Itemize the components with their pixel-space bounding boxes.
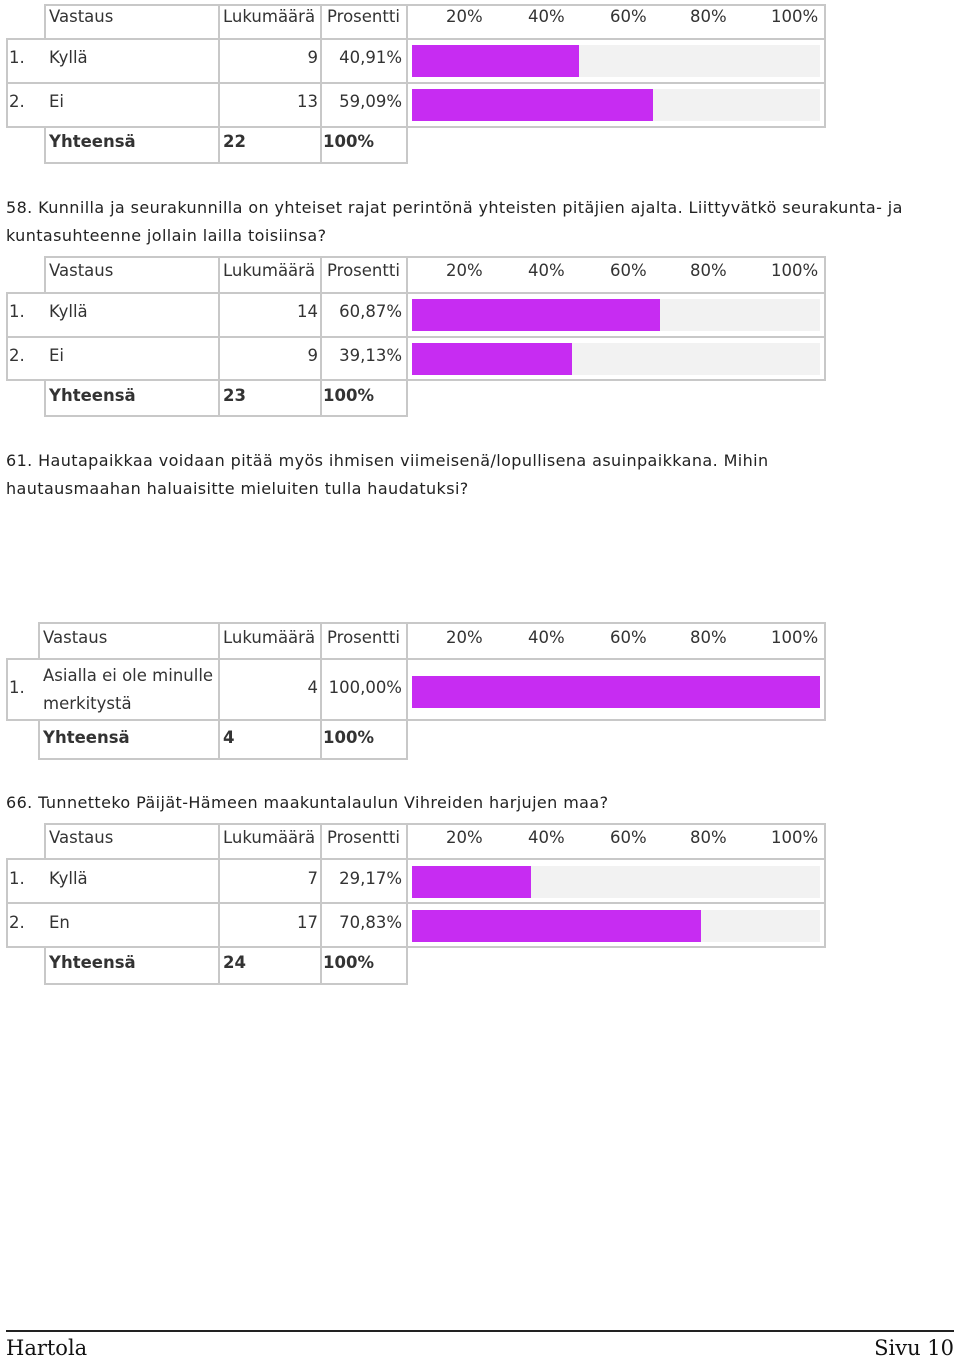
header-scale-80: 80%: [690, 261, 727, 280]
header-percent: Prosentti: [327, 261, 400, 280]
header-scale-40: 40%: [528, 7, 565, 26]
question-58-text: 58. Kunnilla ja seurakunnilla on yhteiset rajat perintönä yhteisten pitäjien ajalta. Liittyvätkö seurakunta- ja kuntasuhteenne jollain lailla toisiinsa?: [6, 198, 903, 245]
header-percent: Prosentti: [327, 628, 400, 647]
row-count: 9: [307, 346, 318, 365]
header-scale-60: 60%: [610, 7, 647, 26]
total-label: Yhteensä: [43, 728, 130, 747]
percentage-bar: [412, 299, 660, 331]
header-scale-80: 80%: [690, 7, 727, 26]
row-count: 7: [307, 869, 318, 888]
percentage-bar: [412, 343, 572, 375]
percentage-bar: [412, 45, 579, 77]
bar-track: [412, 343, 820, 375]
bar-track: [412, 299, 820, 331]
row-percent: 29,17%: [339, 869, 402, 888]
row-answer: Kyllä: [49, 302, 88, 321]
row-answer: Ei: [49, 92, 65, 111]
header-scale-100: 100%: [771, 7, 819, 26]
header-scale-100: 100%: [771, 828, 819, 847]
total-percent: 100%: [323, 132, 374, 151]
header-scale-60: 60%: [610, 261, 647, 280]
percentage-bar: [412, 910, 701, 942]
total-percent: 100%: [323, 386, 374, 405]
total-label: Yhteensä: [49, 386, 136, 405]
total-count: 22: [223, 132, 246, 151]
percentage-bar: [412, 89, 653, 121]
row-count: 17: [297, 913, 318, 932]
footer-divider: [6, 1330, 954, 1332]
bar-track: [412, 89, 820, 121]
row-number: 2.: [9, 92, 25, 111]
header-count: Lukumäärä: [223, 628, 316, 647]
bar-track: [412, 45, 820, 77]
footer-page-number: Sivu 10: [874, 1336, 954, 1360]
row-number: 1.: [9, 48, 25, 67]
row-number: 1.: [9, 678, 25, 697]
header-answer: Vastaus: [49, 261, 114, 280]
header-count: Lukumäärä: [223, 828, 316, 847]
header-answer: Vastaus: [43, 628, 108, 647]
header-scale-100: 100%: [771, 261, 819, 280]
percentage-bar: [412, 866, 531, 898]
row-percent: 40,91%: [339, 48, 402, 67]
total-count: 4: [223, 728, 235, 747]
row-count: 14: [297, 302, 318, 321]
row-answer: Ei: [49, 346, 65, 365]
row-percent: 100,00%: [328, 678, 402, 697]
row-number: 1.: [9, 869, 25, 888]
header-scale-40: 40%: [528, 261, 565, 280]
header-answer: Vastaus: [49, 7, 114, 26]
row-answer: Kyllä: [49, 48, 88, 67]
question-61-text: 61. Hautapaikkaa voidaan pitää myös ihmisen viimeisenä/lopullisena asuinpaikkana. Mihin hautausmaahan haluaisitte mieluiten tulla haudatuksi?: [6, 451, 769, 498]
total-label: Yhteensä: [49, 132, 136, 151]
percentage-bar: [412, 676, 820, 708]
row-answer: Kyllä: [49, 869, 88, 888]
row-answer: Asialla ei ole minulle merkitystä: [43, 666, 214, 713]
header-scale-100: 100%: [771, 628, 819, 647]
header-scale-60: 60%: [610, 828, 647, 847]
header-scale-20: 20%: [446, 261, 483, 280]
header-scale-80: 80%: [690, 628, 727, 647]
header-percent: Prosentti: [327, 828, 400, 847]
header-scale-80: 80%: [690, 828, 727, 847]
row-percent: 59,09%: [339, 92, 402, 111]
total-count: 24: [223, 953, 246, 972]
row-number: 1.: [9, 302, 25, 321]
header-scale-40: 40%: [528, 828, 565, 847]
row-percent: 70,83%: [339, 913, 402, 932]
header-answer: Vastaus: [49, 828, 114, 847]
row-count: 9: [307, 48, 318, 67]
total-count: 23: [223, 386, 246, 405]
header-scale-20: 20%: [446, 7, 483, 26]
header-count: Lukumäärä: [223, 261, 316, 280]
row-number: 2.: [9, 346, 25, 365]
row-percent: 60,87%: [339, 302, 402, 321]
bar-track: [412, 676, 820, 708]
header-scale-20: 20%: [446, 628, 483, 647]
header-percent: Prosentti: [327, 7, 400, 26]
row-number: 2.: [9, 913, 25, 932]
header-count: Lukumäärä: [223, 7, 316, 26]
row-count: 13: [297, 92, 318, 111]
total-label: Yhteensä: [49, 953, 136, 972]
bar-track: [412, 910, 820, 942]
footer-municipality: Hartola: [6, 1336, 88, 1360]
header-scale-60: 60%: [610, 628, 647, 647]
row-count: 4: [307, 678, 318, 697]
header-scale-40: 40%: [528, 628, 565, 647]
total-percent: 100%: [323, 728, 374, 747]
row-percent: 39,13%: [339, 346, 402, 365]
question-66-text: 66. Tunnetteko Päijät-Hämeen maakuntalaulun Vihreiden harjujen maa?: [6, 793, 609, 812]
header-scale-20: 20%: [446, 828, 483, 847]
row-answer: En: [49, 913, 70, 932]
total-percent: 100%: [323, 953, 374, 972]
bar-track: [412, 866, 820, 898]
